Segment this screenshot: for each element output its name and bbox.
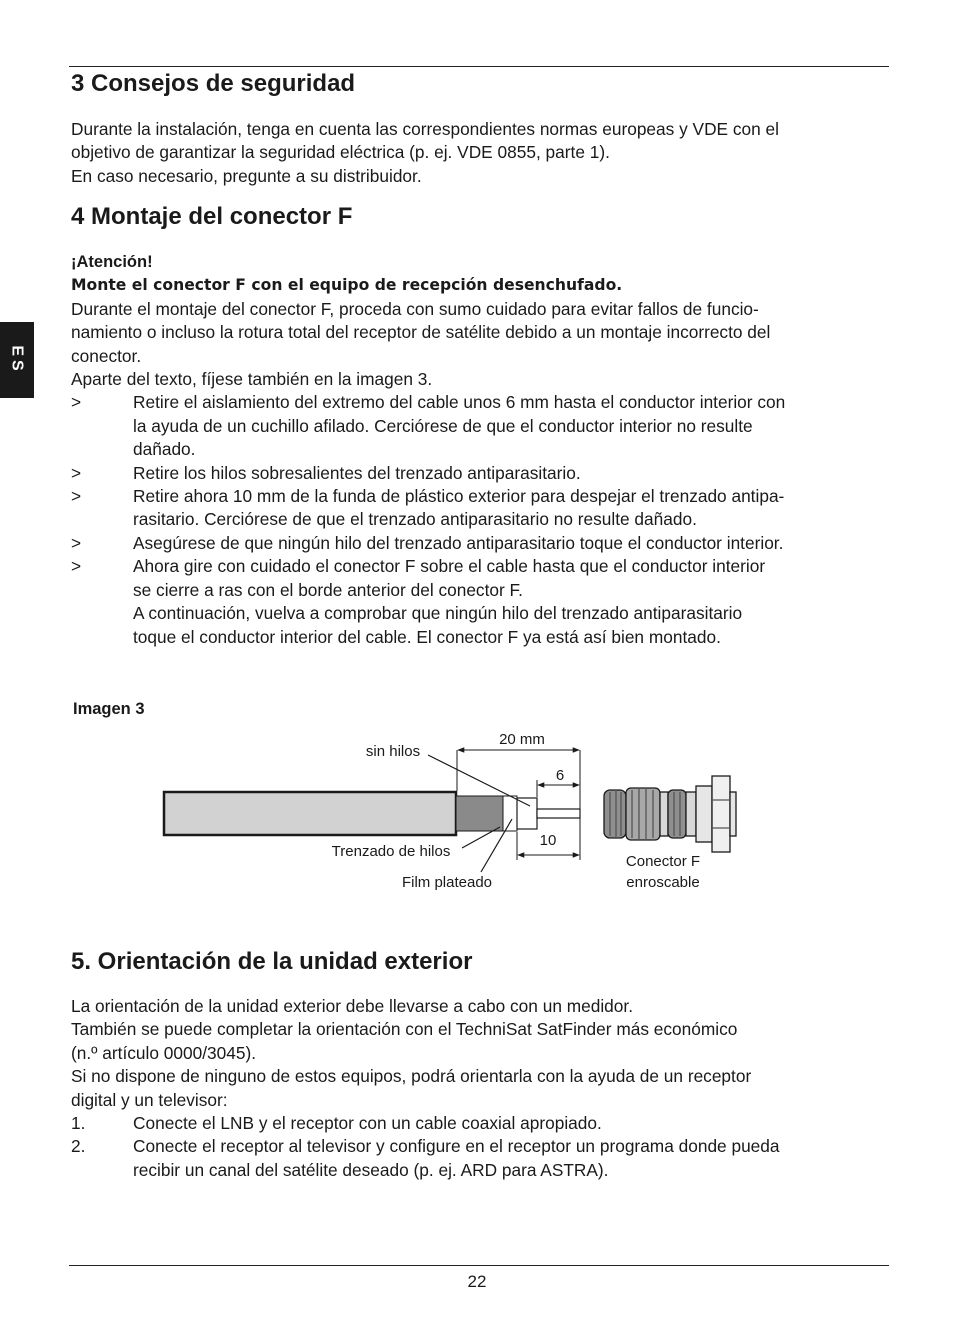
list-item [71,391,891,461]
list-marker: > [71,486,82,507]
figure-title: Imagen 3 [73,700,145,718]
section5-line: digital y un televisor: [71,1089,228,1110]
section5-line: Si no dispone de ninguno de estos equipos, podrá orientarla con la ayuda de un receptor [71,1066,752,1087]
label-connector-2: enroscable [626,874,700,891]
list-marker: > [71,532,82,553]
section3-line: En caso necesario, pregunte a su distribuidor. [71,165,422,186]
list-line: Asegúrese de que ningún hilo del trenzado antiparasitario toque el conductor interior. [133,532,784,553]
intro-line: Aparte del texto, fíjese también en la imagen 3. [71,369,433,390]
list-marker: 2. [71,1136,86,1157]
section5-body [71,995,891,1182]
shield-braid [456,796,503,831]
list-item [71,1135,891,1182]
language-tab: ES [0,322,34,398]
cable-diagram [0,720,954,910]
list-line: Retire ahora 10 mm de la funda de plástico exterior para despejar el trenzado antipa- [133,486,785,507]
warning-text: Monte el conector F con el equipo de recepción desenchufado. [71,276,623,295]
list-line: recibir un canal del satélite deseado (p. ej. ARD para ASTRA). [133,1159,609,1180]
section4-heading: 4 Montaje del conector F [71,203,353,230]
label-trenzado: Trenzado de hilos [331,843,451,860]
list-item [71,555,891,649]
inner-conductor [537,809,580,818]
list-marker: > [71,556,82,577]
list-line: Conecte el receptor al televisor y configure en el receptor un programa donde pueda [133,1136,780,1157]
section3-body [71,118,891,188]
list-line: Conecte el LNB y el receptor con un cable coaxial apropiado. [133,1113,602,1134]
intro-line: namiento o incluso la rotura total del receptor de satélite debido a un montaje incorrecto del [71,322,771,343]
cable-jacket [164,792,456,835]
label-6: 6 [555,767,565,784]
f-connector [604,776,736,852]
list-marker: > [71,462,82,483]
list-line: rasitario. Cerciórese de que el trenzado antiparasitario no resulte dañado. [133,509,697,530]
section3-line: Durante la instalación, tenga en cuenta las correspondientes normas europeas y VDE con el [71,119,779,139]
section5-line: (n.º artículo 0000/3045). [71,1042,256,1063]
section5-line: La orientación de la unidad exterior debe llevarse a cabo con un medidor. [71,996,634,1016]
list-line: toque el conductor interior del cable. El conector F ya está así bien montado. [133,626,721,647]
label-film: Film plateado [401,874,493,891]
label-10: 10 [539,832,557,849]
list-line: A continuación, vuelva a comprobar que ningún hilo del trenzado antiparasitario [133,603,743,624]
list-line: se cierre a ras con el borde anterior del conector F. [133,579,523,600]
list-item [71,485,891,532]
bottom-rule [69,1265,889,1266]
dielectric [503,796,517,831]
label-connector: Conector F [625,853,701,870]
section4-body [71,251,891,649]
list-line: la ayuda de un cuchillo afilado. Cerciórese de que el conductor interior no resulte [133,415,753,436]
list-line: Retire el aislamiento del extremo del cable unos 6 mm hasta el conductor interior con [133,392,786,413]
page-number: 22 [467,1272,487,1291]
intro-line: conector. [71,345,142,366]
attention-label: ¡Atención! [71,253,153,271]
list-item [71,532,891,555]
list-marker: > [71,392,82,413]
section3-line: objetivo de garantizar la seguridad eléctrica (p. ej. VDE 0855, parte 1). [71,142,610,163]
inner-insulation [517,798,537,829]
list-item [71,462,891,485]
section5-line: También se puede completar la orientación con el TechniSat SatFinder más económico [71,1019,738,1040]
list-line: Retire los hilos sobresalientes del trenzado antiparasitario. [133,462,581,483]
top-rule [69,66,889,67]
list-line: Ahora gire con cuidado el conector F sobre el cable hasta que el conductor interior [133,556,766,577]
section5-heading: 5. Orientación de la unidad exterior [71,948,473,975]
label-sin-hilos: sin hilos [365,743,421,760]
intro-line: Durante el montaje del conector F, proceda con sumo cuidado para evitar fallos de funcio- [71,298,759,319]
list-item [71,1112,891,1135]
list-marker: 1. [71,1113,86,1134]
label-20mm: 20 mm [499,731,545,748]
list-line: dañado. [133,439,196,460]
section3-heading: 3 Consejos de seguridad [71,70,356,97]
